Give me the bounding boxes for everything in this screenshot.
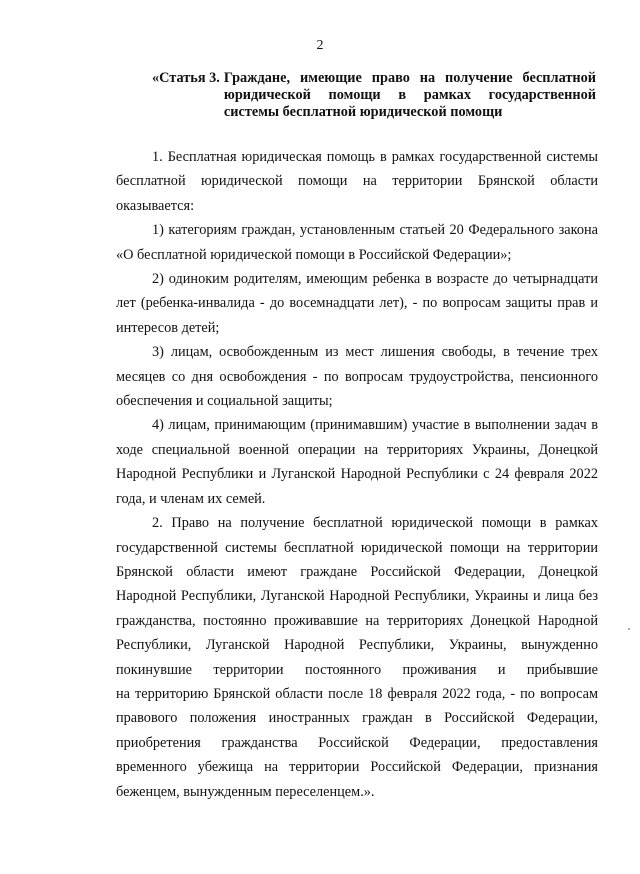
paragraph-1-item-4: 4) лицам, принимающим (принимавшим) участие в выполнении задач в ходе специальной военной операции на территориях Украины, Донецкой Народной Республики и Луганской Народной Республики с 24 февраля 2022 года, и членам их семей. [116, 417, 598, 507]
article-body [116, 145, 598, 804]
scan-speck [628, 628, 630, 630]
paragraph-1-intro: 1. Бесплатная юридическая помощь в рамках государственной системы бесплатной юридической помощи на территории Брянской области оказывается: [116, 149, 598, 214]
paragraph-1-item-1: 1) категориям граждан, установленным статьей 20 Федерального закона «О бесплатной юридической помощи в Российской Федерации»; [116, 222, 598, 263]
paragraph-2-continuation: на территорию Брянской области после 18 февраля 2022 года, - по вопросам правового положения иностранных граждан в Российской Федерации, приобретения гражданства Российской Федерации, предоставления временного убежища на территории Российской Федерации, признания беженцем, вынужденным переселенцем.». [116, 685, 598, 800]
article-heading-row [152, 70, 596, 121]
paragraph-1-item-2: 2) одиноким родителям, имеющим ребенка в возрасте до четырнадцати лет (ребенка-инвалида - до восемнадцати лет), - по вопросам защиты прав и интересов детей; [116, 271, 598, 336]
page-number: 2 [316, 38, 324, 53]
paragraph-2: 2. Право на получение бесплатной юридической помощи в рамках государственной системы бесплатной юридической помощи на территории Брянской области имеют граждане Российской Федерации, Донецкой Народной Республики, Луганской Народной Республики, Украины и лица без гражданства, постоянно проживавшие на территориях Донецкой Народной Республики, Луганской Народной Республики, Украины, вынужденно покинувшие территории постоянного проживания и прибывшие [116, 515, 598, 678]
article-heading [152, 70, 596, 121]
article-title: Граждане, имеющие право на получение бесплатной юридической помощи в рамках государственной системы бесплатной юридической помощи [223, 70, 596, 120]
article-number: «Статья 3. [152, 70, 220, 86]
paragraph-1-item-3: 3) лицам, освобожденным из мест лишения свободы, в течение трех месяцев со дня освобождения - по вопросам трудоустройства, пенсионного обеспечения и социальной защиты; [116, 344, 598, 410]
